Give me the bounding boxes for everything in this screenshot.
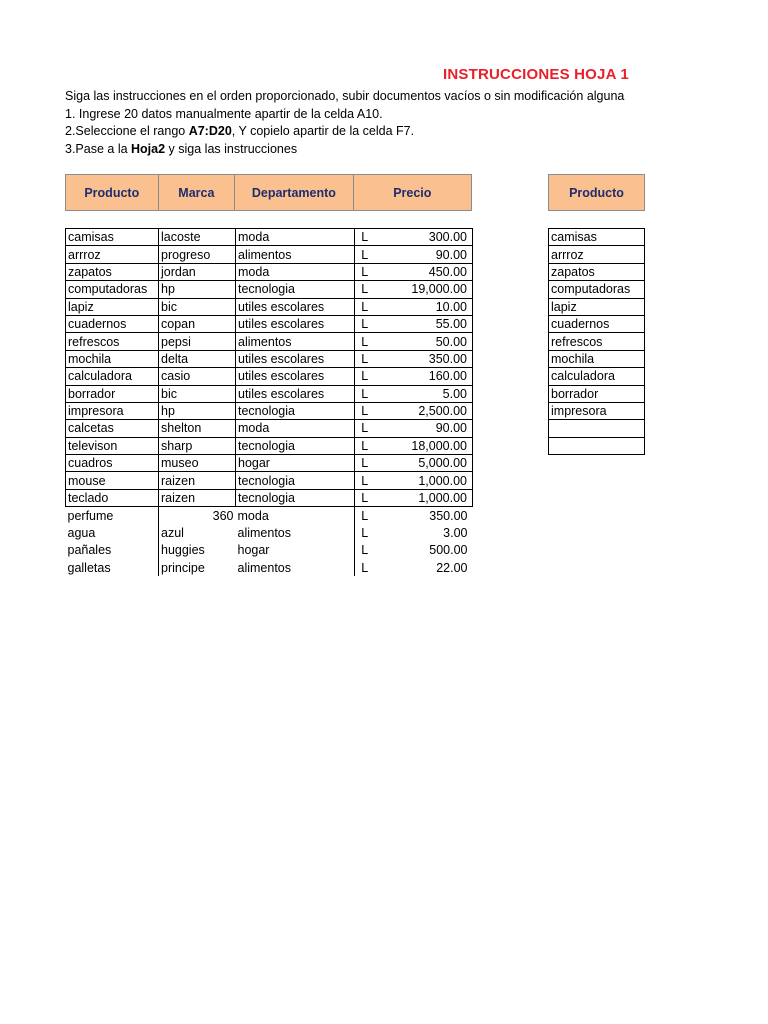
cell-marca[interactable]: pepsi <box>159 333 236 350</box>
header-departamento[interactable]: Departamento <box>235 175 353 210</box>
cell-moneda[interactable]: L <box>355 420 375 437</box>
cell-marca[interactable]: jordan <box>159 263 236 280</box>
cell-precio[interactable]: 2,500.00 <box>375 402 473 419</box>
table-row <box>66 246 473 263</box>
cell-precio[interactable]: 90.00 <box>375 420 473 437</box>
side-cell-producto[interactable]: zapatos <box>549 263 645 280</box>
table-row <box>66 315 473 332</box>
side-cell-producto[interactable] <box>549 437 645 454</box>
cell-marca[interactable]: bic <box>159 298 236 315</box>
table-row <box>66 437 473 454</box>
table-row <box>66 385 473 402</box>
side-cell-producto[interactable]: calculadora <box>549 368 645 385</box>
side-table-header <box>548 174 645 211</box>
cell-moneda[interactable]: L <box>355 507 375 524</box>
cell-marca[interactable]: casio <box>159 368 236 385</box>
header-precio[interactable]: Precio <box>393 185 432 200</box>
cell-precio[interactable]: 90.00 <box>375 246 473 263</box>
cell-precio[interactable]: 350.00 <box>429 508 468 523</box>
cell-marca[interactable]: shelton <box>159 420 236 437</box>
cell-departamento[interactable]: hogar <box>236 455 355 472</box>
table-row <box>549 385 645 402</box>
cell-producto[interactable]: zapatos <box>66 263 159 280</box>
cell-producto[interactable]: mochila <box>66 350 159 367</box>
instruction-bold-ref: A7:D20 <box>188 124 232 138</box>
cell-departamento[interactable]: alimentos <box>236 246 355 263</box>
table-row <box>66 402 473 419</box>
cell-precio[interactable]: 350.00 <box>375 350 473 367</box>
cell-departamento[interactable]: alimentos <box>237 560 291 575</box>
cell-producto[interactable]: calcetas <box>66 420 159 437</box>
cell-moneda[interactable]: L <box>355 559 375 576</box>
cell-producto[interactable]: teclado <box>66 489 159 506</box>
cell-moneda[interactable]: L <box>355 402 375 419</box>
cell-departamento[interactable]: utiles escolares <box>236 385 355 402</box>
table-row <box>66 507 473 524</box>
table-row <box>66 559 473 576</box>
cell-moneda[interactable]: L <box>355 385 375 402</box>
cell-moneda[interactable]: L <box>355 437 375 454</box>
table-row <box>66 472 473 489</box>
cell-departamento[interactable]: tecnologia <box>236 402 355 419</box>
cell-departamento[interactable]: utiles escolares <box>236 298 355 315</box>
cell-moneda[interactable]: L <box>355 246 375 263</box>
cell-producto[interactable]: arrroz <box>66 246 159 263</box>
cell-moneda[interactable]: L <box>355 315 375 332</box>
cell-producto[interactable]: borrador <box>66 385 159 402</box>
table-row <box>549 402 645 419</box>
cell-producto[interactable]: calculadora <box>66 368 159 385</box>
table-row <box>549 368 645 385</box>
table-row <box>66 455 473 472</box>
copied-data-table <box>548 228 645 455</box>
cell-precio[interactable]: 450.00 <box>375 263 473 280</box>
table-row <box>66 263 473 280</box>
cell-producto[interactable]: lapiz <box>66 298 159 315</box>
cell-marca[interactable]: sharp <box>159 437 236 454</box>
cell-marca[interactable]: copan <box>159 315 236 332</box>
table-row <box>66 281 473 298</box>
table-row <box>549 229 645 246</box>
table-row <box>66 368 473 385</box>
cell-producto[interactable]: perfume <box>67 508 114 523</box>
side-cell-producto[interactable]: lapiz <box>549 298 645 315</box>
cell-marca[interactable]: azul <box>159 524 236 541</box>
table-row <box>66 524 473 541</box>
cell-departamento[interactable]: moda <box>236 263 355 280</box>
cell-marca[interactable]: bic <box>159 385 236 402</box>
cell-producto[interactable]: computadoras <box>66 281 159 298</box>
cell-departamento[interactable]: utiles escolares <box>236 368 355 385</box>
cell-producto[interactable]: televison <box>66 437 159 454</box>
cell-departamento[interactable]: moda <box>236 420 355 437</box>
table-row <box>66 298 473 315</box>
cell-marca[interactable]: lacoste <box>159 229 236 246</box>
table-row <box>549 263 645 280</box>
instruction-step-3: 3.Pase a la Hoja2 y siga las instrucciones <box>65 142 298 156</box>
cell-producto[interactable]: camisas <box>66 229 159 246</box>
table-row <box>66 229 473 246</box>
cell-moneda[interactable]: L <box>355 524 375 541</box>
side-cell-producto[interactable]: borrador <box>549 385 645 402</box>
cell-marca[interactable]: delta <box>159 350 236 367</box>
cell-moneda[interactable]: L <box>355 350 375 367</box>
cell-producto[interactable]: galletas <box>67 560 111 575</box>
cell-precio[interactable]: 10.00 <box>375 298 473 315</box>
table-row <box>549 315 645 332</box>
cell-departamento[interactable]: utiles escolares <box>236 315 355 332</box>
cell-precio[interactable]: 3.00 <box>443 525 468 540</box>
sheet-title: INSTRUCCIONES HOJA 1 <box>443 66 629 83</box>
cell-departamento[interactable]: moda <box>237 508 269 523</box>
cell-moneda[interactable]: L <box>355 263 375 280</box>
cell-departamento[interactable]: alimentos <box>237 525 291 540</box>
table-row <box>549 333 645 350</box>
cell-producto[interactable]: mouse <box>66 472 159 489</box>
cell-departamento[interactable]: hogar <box>237 543 270 558</box>
instruction-intro: Siga las instrucciones en el orden proporcionado, subir documentos vacíos o sin modificación alguna <box>65 89 625 103</box>
cell-moneda[interactable]: L <box>355 333 375 350</box>
cell-moneda[interactable]: L <box>355 542 375 559</box>
cell-precio[interactable]: 160.00 <box>375 368 473 385</box>
cell-moneda[interactable]: L <box>355 455 375 472</box>
cell-precio[interactable]: 5.00 <box>375 385 473 402</box>
cell-producto[interactable]: refrescos <box>66 333 159 350</box>
cell-precio[interactable]: 500.00 <box>429 543 468 558</box>
cell-producto[interactable]: pañales <box>67 543 112 558</box>
cell-marca[interactable]: hp <box>159 402 236 419</box>
cell-precio[interactable]: 19,000.00 <box>375 281 473 298</box>
instruction-bold-ref: Hoja2 <box>131 142 166 156</box>
main-data-table <box>65 228 473 576</box>
cell-marca[interactable]: 360 <box>159 507 236 524</box>
side-cell-producto[interactable] <box>549 420 645 437</box>
table-row <box>549 420 645 437</box>
cell-producto[interactable]: cuadros <box>66 455 159 472</box>
table-row <box>549 246 645 263</box>
table-row <box>66 420 473 437</box>
cell-marca[interactable]: huggies <box>159 542 236 559</box>
cell-marca[interactable]: raizen <box>159 489 236 506</box>
table-row <box>549 281 645 298</box>
cell-departamento[interactable]: alimentos <box>236 333 355 350</box>
cell-marca[interactable]: raizen <box>159 472 236 489</box>
cell-precio[interactable]: 55.00 <box>375 315 473 332</box>
cell-marca[interactable]: hp <box>159 281 236 298</box>
side-cell-producto[interactable]: mochila <box>549 350 645 367</box>
cell-precio[interactable]: 1,000.00 <box>375 472 473 489</box>
cell-departamento[interactable]: tecnologia <box>236 489 355 506</box>
instruction-step-1: 1. Ingrese 20 datos manualmente apartir de la celda A10. <box>65 107 383 121</box>
table-row <box>66 333 473 350</box>
side-cell-producto[interactable]: computadoras <box>549 281 645 298</box>
table-row <box>66 542 473 559</box>
side-cell-producto[interactable]: cuadernos <box>549 315 645 332</box>
table-row <box>549 298 645 315</box>
cell-departamento[interactable]: moda <box>236 229 355 246</box>
side-cell-producto[interactable]: arrroz <box>549 246 645 263</box>
table-row <box>66 350 473 367</box>
cell-precio[interactable]: 300.00 <box>375 229 473 246</box>
cell-moneda[interactable]: L <box>355 368 375 385</box>
main-table-header <box>65 174 472 211</box>
cell-marca[interactable]: museo <box>159 455 236 472</box>
table-row <box>549 350 645 367</box>
cell-precio[interactable]: 22.00 <box>436 560 468 575</box>
side-cell-producto[interactable]: camisas <box>549 229 645 246</box>
table-row <box>549 437 645 454</box>
cell-departamento[interactable]: tecnologia <box>236 437 355 454</box>
cell-departamento[interactable]: tecnologia <box>236 472 355 489</box>
cell-moneda[interactable]: L <box>355 229 375 246</box>
cell-precio[interactable]: 50.00 <box>375 333 473 350</box>
cell-moneda[interactable]: L <box>355 489 375 506</box>
cell-moneda[interactable]: L <box>355 472 375 489</box>
header-marca[interactable]: Marca <box>159 175 236 210</box>
cell-moneda[interactable]: L <box>355 281 375 298</box>
cell-precio[interactable]: 5,000.00 <box>375 455 473 472</box>
cell-producto[interactable]: impresora <box>66 402 159 419</box>
instruction-step-2: 2.Seleccione el rango A7:D20, Y copielo apartir de la celda F7. <box>65 124 415 138</box>
cell-producto[interactable]: cuadernos <box>66 315 159 332</box>
cell-producto[interactable]: agua <box>67 525 96 540</box>
side-header-producto[interactable]: Producto <box>569 185 624 200</box>
cell-marca[interactable]: progreso <box>159 246 236 263</box>
side-cell-producto[interactable]: impresora <box>549 402 645 419</box>
side-cell-producto[interactable]: refrescos <box>549 333 645 350</box>
cell-departamento[interactable]: utiles escolares <box>236 350 355 367</box>
cell-moneda[interactable]: L <box>355 298 375 315</box>
cell-departamento[interactable]: tecnologia <box>236 281 355 298</box>
cell-marca[interactable]: principe <box>159 559 236 576</box>
cell-precio[interactable]: 1,000.00 <box>375 489 473 506</box>
header-producto[interactable]: Producto <box>66 175 159 210</box>
table-row <box>66 489 473 506</box>
cell-precio[interactable]: 18,000.00 <box>375 437 473 454</box>
